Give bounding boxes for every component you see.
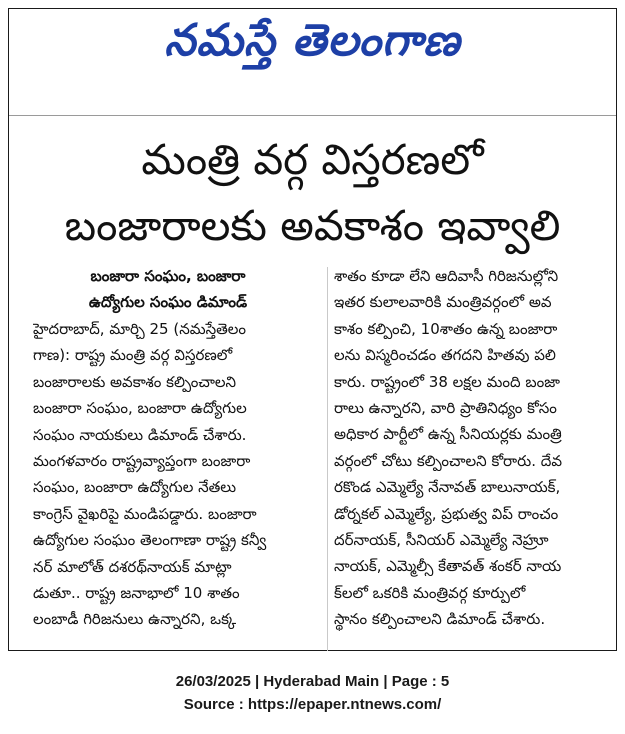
subheading-line-1: బంజారా సంఘం, బంజారా [90,267,246,285]
column-divider [327,267,328,651]
article-line: నర్ మాలోత్ దశరథ్‌నాయక్ మాట్లా [33,557,232,576]
article-line: వర్గంలో చోటు కల్పించాలని కోరారు. దేవ [334,451,562,470]
article-line: శాతం కూడా లేని ఆదివాసీ గిరిజనుల్లోని [334,267,559,285]
footer-date-edition: 26/03/2025 | Hyderabad Main | Page : 5 [175,673,450,690]
article-line: నాయక్, ఎమ్మెల్సీ కేతావత్ శంకర్ నాయ [334,557,562,576]
article-line: కాంగ్రెస్ వైఖరిపై మండిపడ్డారు. బంజారా [33,504,257,523]
article-line: డుతూ.. రాష్ట్ర జనాభాలో 10 శాతం [33,583,240,602]
article-line: క్‌లలో ఒకరికి మంత్రివర్గ కూర్పులో [334,583,526,602]
article-line: లంబాడీ గిరిజనులు ఉన్నారని, ఒక్క [33,610,237,629]
headline-line-1: మంత్రి వర్గ విస్తరణలో [141,135,484,184]
article-line: ఉద్యోగుల సంఘం తెలంగాణా రాష్ట్ర కన్వీ [33,531,267,550]
article-line: రాలు ఉన్నారని, వారి ప్రాతినిధ్యం కోసం [334,398,557,417]
headline-line-2: బంజారాలకు అవకాశం ఇవ్వాలి [64,201,561,250]
article-line: సంఘం నాయకులు డిమాండ్ చేశారు. [33,425,247,444]
article-line: దర్‌నాయక్, సీనియర్ ఎమ్మెల్యే నెహ్రూ [334,530,549,549]
subheading-line-2: ఉద్యోగుల సంఘం డిమాండ్ [88,293,248,311]
article-line: కారు. రాష్ట్రంలో 38 లక్షల మంది బంజా [334,372,560,391]
article-line: డోర్నకల్ ఎమ్మెల్యే, ప్రభుత్వ విప్ రాంచం [334,504,559,523]
article-line: లను విస్మరించడం తగదని హితవు పలి [334,346,556,365]
subheading [43,263,293,315]
article-line: రకొండ ఎమ్మెల్యే నేనావత్ బాలునాయక్, [334,478,561,497]
article-right-column [334,263,616,632]
article-line: మంగళవారం రాష్ట్రవ్యాప్తంగా బంజారా [33,451,251,470]
article-line: బంజారాలకు అవకాశం కల్పించాలని [33,372,237,391]
footer-source: Source : https://epaper.ntnews.com/ [183,696,442,713]
article-line: స్థానం కల్పించాలని డిమాండ్ చేశారు. [334,610,546,629]
article-line: అధికార పార్టీలో ఉన్న సీనియర్లకు మంత్రి [334,425,562,444]
masthead-divider [9,115,616,116]
article-line: హైదరాబాద్, మార్చి 25 (నమస్తేతెలం [33,320,247,338]
article-line: గాణ): రాష్ట్ర మంత్రి వర్గ విస్తరణలో [33,346,233,365]
article-line: కాశం కల్పించి, 10శాతం ఉన్న బంజారా [334,319,558,338]
clipping-frame [8,8,617,651]
article-line: బంజారా సంఘం, బంజారా ఉద్యోగుల [33,399,247,418]
article-line: ఇతర కులాలవారికి మంత్రివర్గంలో అవ [334,293,552,312]
article-line: సంఘం, బంజారా ఉద్యోగుల నేతలు [33,478,237,497]
article-left-column [33,316,321,633]
newspaper-masthead: నమస్తే తెలంగాణ [164,15,461,66]
